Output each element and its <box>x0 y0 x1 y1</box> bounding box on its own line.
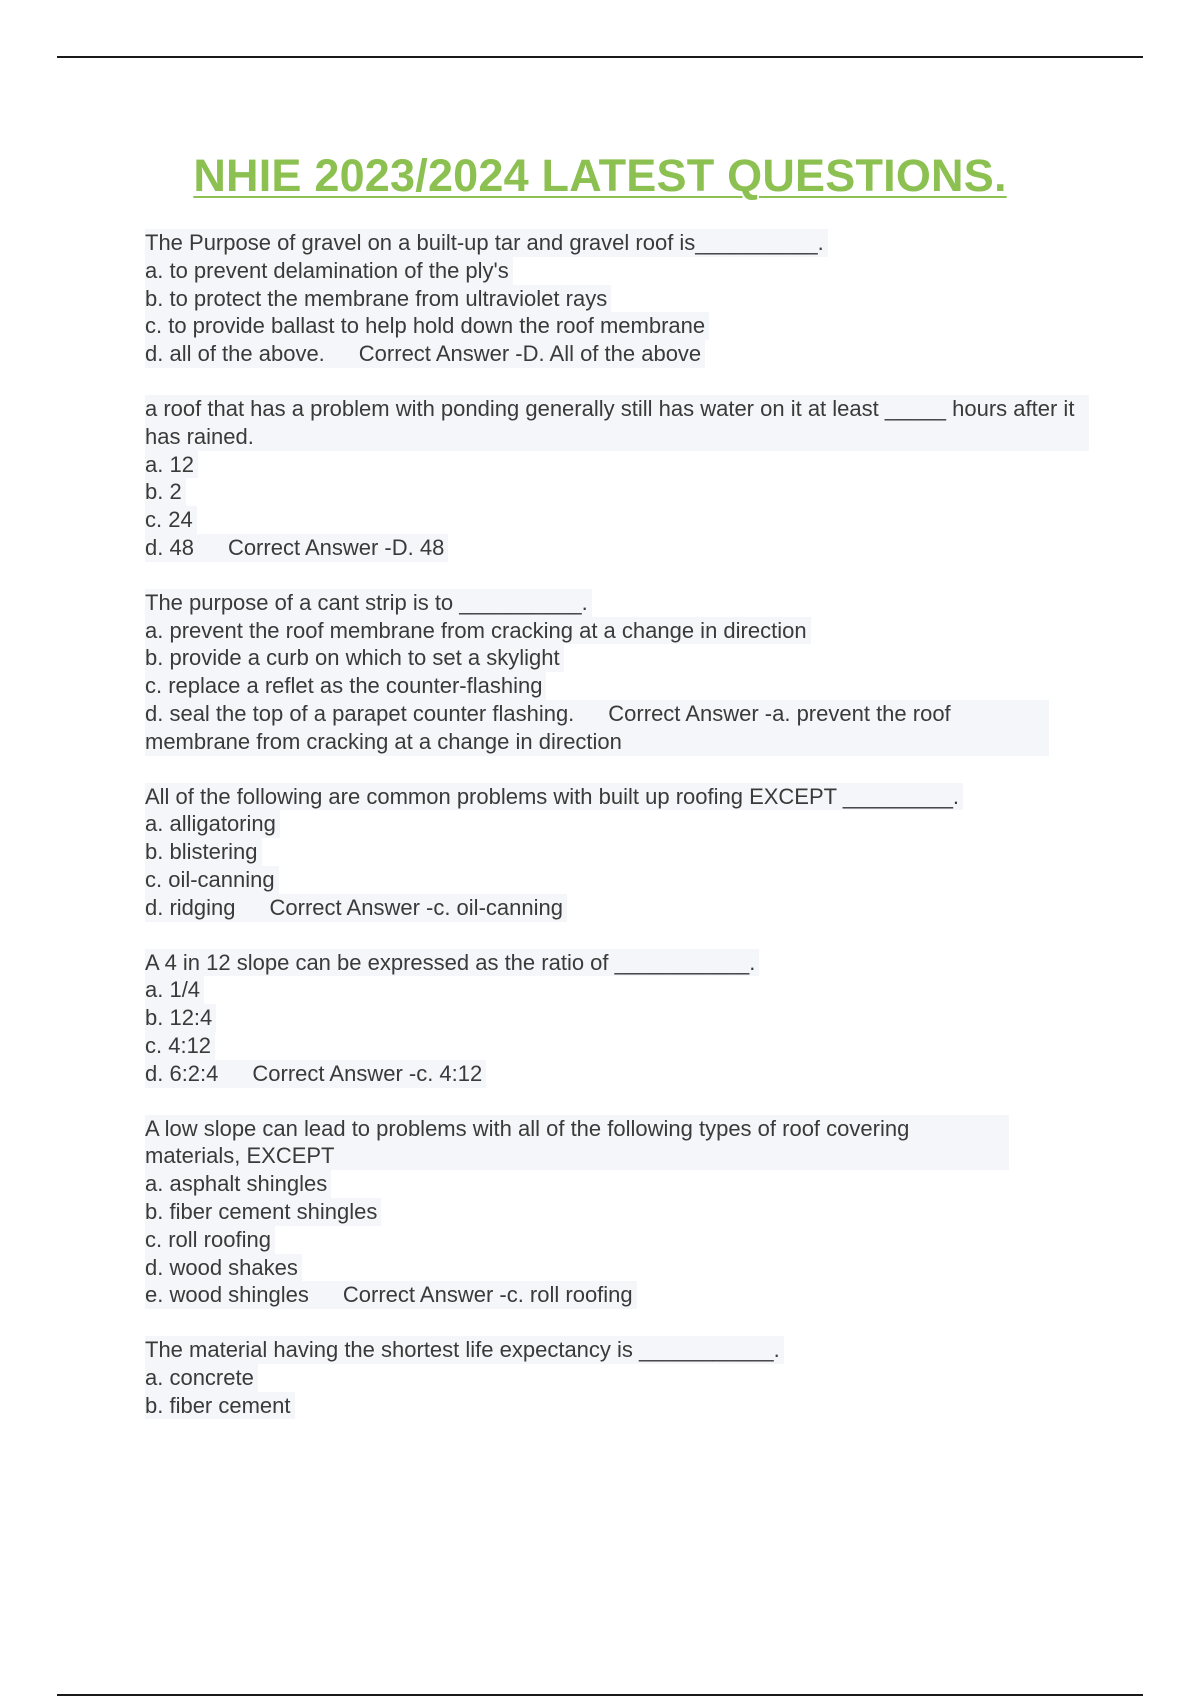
question-5-option-b: b. 12:4 <box>145 1004 216 1032</box>
question-block-2 <box>145 395 1085 562</box>
question-1-option-a: a. to prevent delamination of the ply's <box>145 257 513 285</box>
question-4-option-b: b. blistering <box>145 838 262 866</box>
question-4-correct-answer: Correct Answer -c. oil-canning <box>269 894 563 920</box>
question-3-option-d: d. seal the top of a parapet counter flashing. <box>145 700 575 726</box>
question-4-option-d: d. ridging <box>145 894 236 920</box>
question-6-stem: A low slope can lead to problems with all of the following types of roof covering materials, EXCEPT <box>145 1115 1009 1171</box>
question-6-option-a: a. asphalt shingles <box>145 1170 331 1198</box>
question-block-7 <box>145 1336 1085 1419</box>
question-2-correct-answer: Correct Answer -D. 48 <box>227 534 445 560</box>
question-5-option-c: c. 4:12 <box>145 1032 215 1060</box>
question-6-option-e: e. wood shingles <box>145 1282 309 1308</box>
question-block-1 <box>145 229 1085 368</box>
question-1-stem: The Purpose of gravel on a built-up tar and gravel roof is__________. <box>145 229 828 257</box>
question-4-stem: All of the following are common problems with built up roofing EXCEPT _________. <box>145 783 963 811</box>
page-title-text: NHIE 2023/2024 LATEST QUESTIONS. <box>193 150 1007 201</box>
question-1-option-d-row <box>145 340 705 368</box>
question-3-correct-answer: Correct Answer -a. prevent the roof membrane from cracking at a change in direction <box>145 700 957 754</box>
question-7-option-a: a. concrete <box>145 1364 258 1392</box>
question-3-option-a: a. prevent the roof membrane from cracking at a change in direction <box>145 617 811 645</box>
question-5-option-d-row <box>145 1060 486 1088</box>
question-2-stem: a roof that has a problem with ponding generally still has water on it at least _____ hours after it has rained. <box>145 395 1089 451</box>
question-6-option-b: b. fiber cement shingles <box>145 1198 381 1226</box>
question-5-stem: A 4 in 12 slope can be expressed as the ratio of ___________. <box>145 949 759 977</box>
question-1-option-d: d. all of the above. <box>145 341 325 367</box>
question-4-option-c: c. oil-canning <box>145 866 279 894</box>
question-2-option-d-row <box>145 534 448 562</box>
question-6-option-c: c. roll roofing <box>145 1226 275 1254</box>
question-block-5 <box>145 949 1085 1088</box>
question-3-option-c: c. replace a reflet as the counter-flashing <box>145 672 546 700</box>
question-1-option-c: c. to provide ballast to help hold down the roof membrane <box>145 312 709 340</box>
question-2-option-b: b. 2 <box>145 478 186 506</box>
question-5-option-d: d. 6:2:4 <box>145 1060 219 1086</box>
question-3-option-b: b. provide a curb on which to set a skylight <box>145 644 564 672</box>
page-title <box>0 150 1200 202</box>
question-5-correct-answer: Correct Answer -c. 4:12 <box>252 1060 483 1086</box>
question-3-stem: The purpose of a cant strip is to __________. <box>145 589 592 617</box>
question-6-correct-answer: Correct Answer -c. roll roofing <box>342 1282 633 1308</box>
bottom-rule <box>57 1694 1143 1696</box>
question-7-option-b: b. fiber cement <box>145 1392 295 1420</box>
question-4-option-a: a. alligatoring <box>145 810 280 838</box>
question-3-option-d-row <box>145 700 1049 756</box>
question-list <box>145 229 1085 1446</box>
question-2-option-a: a. 12 <box>145 451 198 479</box>
question-6-option-e-row <box>145 1281 637 1309</box>
top-rule <box>57 56 1143 58</box>
question-2-option-c: c. 24 <box>145 506 197 534</box>
question-4-option-d-row <box>145 894 567 922</box>
question-6-option-d: d. wood shakes <box>145 1254 302 1282</box>
question-1-correct-answer: Correct Answer -D. All of the above <box>358 341 702 367</box>
question-7-stem: The material having the shortest life expectancy is ___________. <box>145 1336 784 1364</box>
question-block-4 <box>145 783 1085 922</box>
question-block-3 <box>145 589 1085 756</box>
question-5-option-a: a. 1/4 <box>145 976 204 1004</box>
question-1-option-b: b. to protect the membrane from ultraviolet rays <box>145 285 611 313</box>
question-block-6 <box>145 1115 1085 1310</box>
question-2-option-d: d. 48 <box>145 534 194 560</box>
